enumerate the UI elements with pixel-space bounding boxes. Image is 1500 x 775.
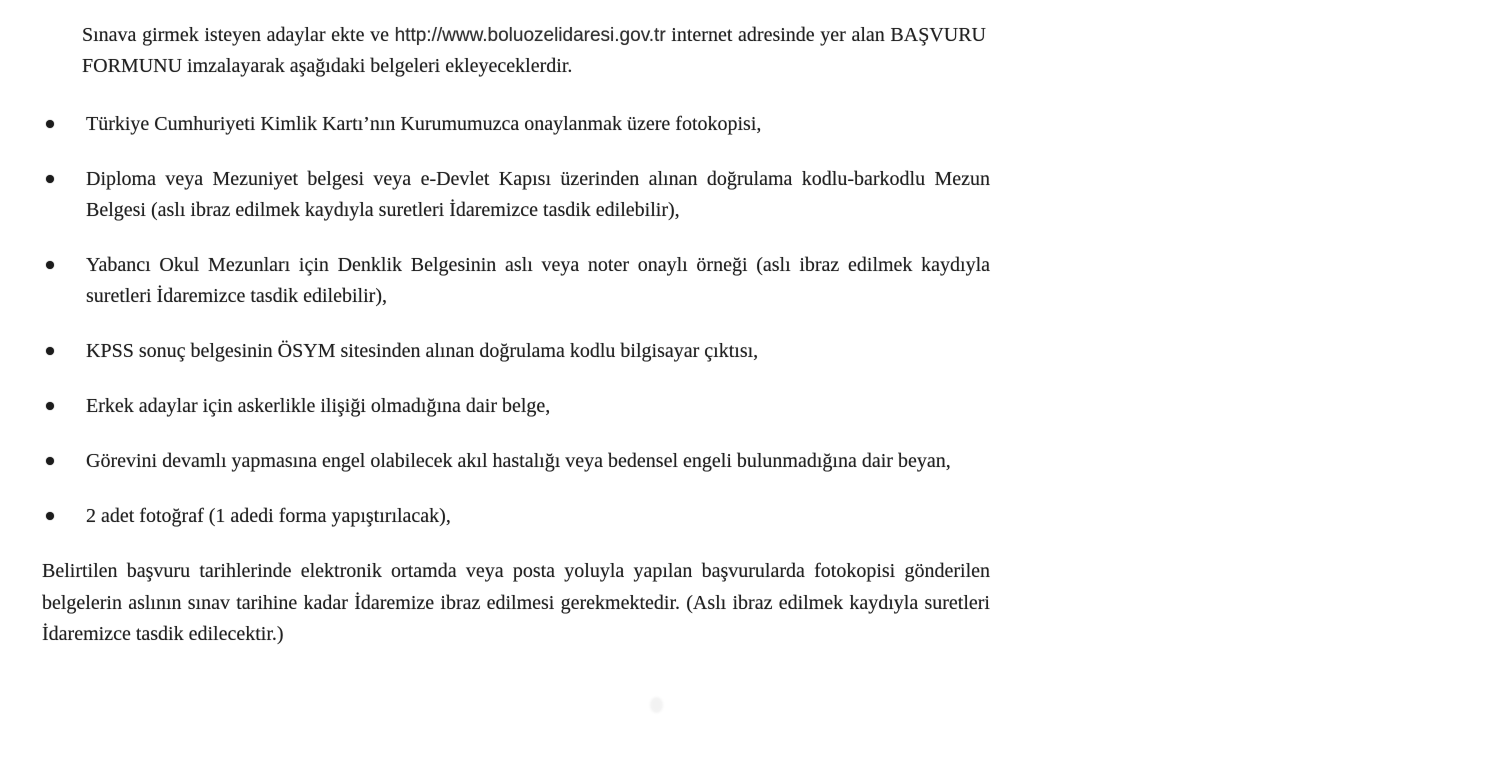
bullet-icon <box>46 402 54 410</box>
list-item <box>42 164 990 226</box>
list-item-text: Diploma veya Mezuniyet belgesi veya e-Devlet Kapısı üzerinden alınan doğrulama kodlu-barkodlu Mezun Belgesi (aslı ibraz edilmek kaydıyla suretleri İdaremizce tasdik edilebilir), <box>86 168 990 221</box>
intro-paragraph <box>82 20 986 82</box>
bullet-icon <box>46 512 54 520</box>
list-item-text: Yabancı Okul Mezunları için Denklik Belgesinin aslı veya noter onaylı örneği (aslı ibraz edilmek kaydıyla suretleri İdaremizce tasdik edilebilir), <box>86 254 990 307</box>
list-item <box>42 501 990 532</box>
bullet-icon <box>46 175 54 183</box>
scan-smudge-artifact <box>650 697 663 713</box>
list-item-text: Görevini devamlı yapmasına engel olabilecek akıl hastalığı veya bedensel engeli bulunmadığına dair beyan, <box>86 450 951 472</box>
document-content <box>42 20 990 651</box>
list-item <box>42 336 990 367</box>
intro-text-before-url: Sınava girmek isteyen adaylar ekte ve <box>82 24 395 46</box>
bullet-icon <box>46 261 54 269</box>
bullet-icon <box>46 457 54 465</box>
required-documents-list <box>42 109 990 532</box>
closing-paragraph: Belirtilen başvuru tarihlerinde elektronik ortamda veya posta yoluyla yapılan başvurularda fotokopisi gönderilen belgelerin aslının sınav tarihine kadar İdaremize ibraz edilmesi gerekmektedir. (Aslı ibraz edilmek kaydıyla suretleri İdaremizce tasdik edilecektir.) <box>42 560 990 645</box>
bullet-icon <box>46 120 54 128</box>
bullet-icon <box>46 347 54 355</box>
list-item <box>42 250 990 312</box>
list-item <box>42 391 990 422</box>
list-item-text: Türkiye Cumhuriyeti Kimlik Kartı’nın Kurumumuzca onaylanmak üzere fotokopisi, <box>86 113 762 135</box>
intro-text-after-url: internet adresinde yer alan BAŞVURU FORMUNU imzalayarak aşağıdaki belgeleri ekleyeceklerdir. <box>82 24 986 77</box>
list-item <box>42 109 990 140</box>
url-text: http://www.boluozelidaresi.gov.tr <box>394 25 666 46</box>
list-item-text: 2 adet fotoğraf (1 adedi forma yapıştırılacak), <box>86 505 451 527</box>
list-item-text: KPSS sonuç belgesinin ÖSYM sitesinden alınan doğrulama kodlu bilgisayar çıktısı, <box>86 340 759 362</box>
list-item-text: Erkek adaylar için askerlikle ilişiği olmadığına dair belge, <box>86 395 551 417</box>
list-item <box>42 446 990 477</box>
